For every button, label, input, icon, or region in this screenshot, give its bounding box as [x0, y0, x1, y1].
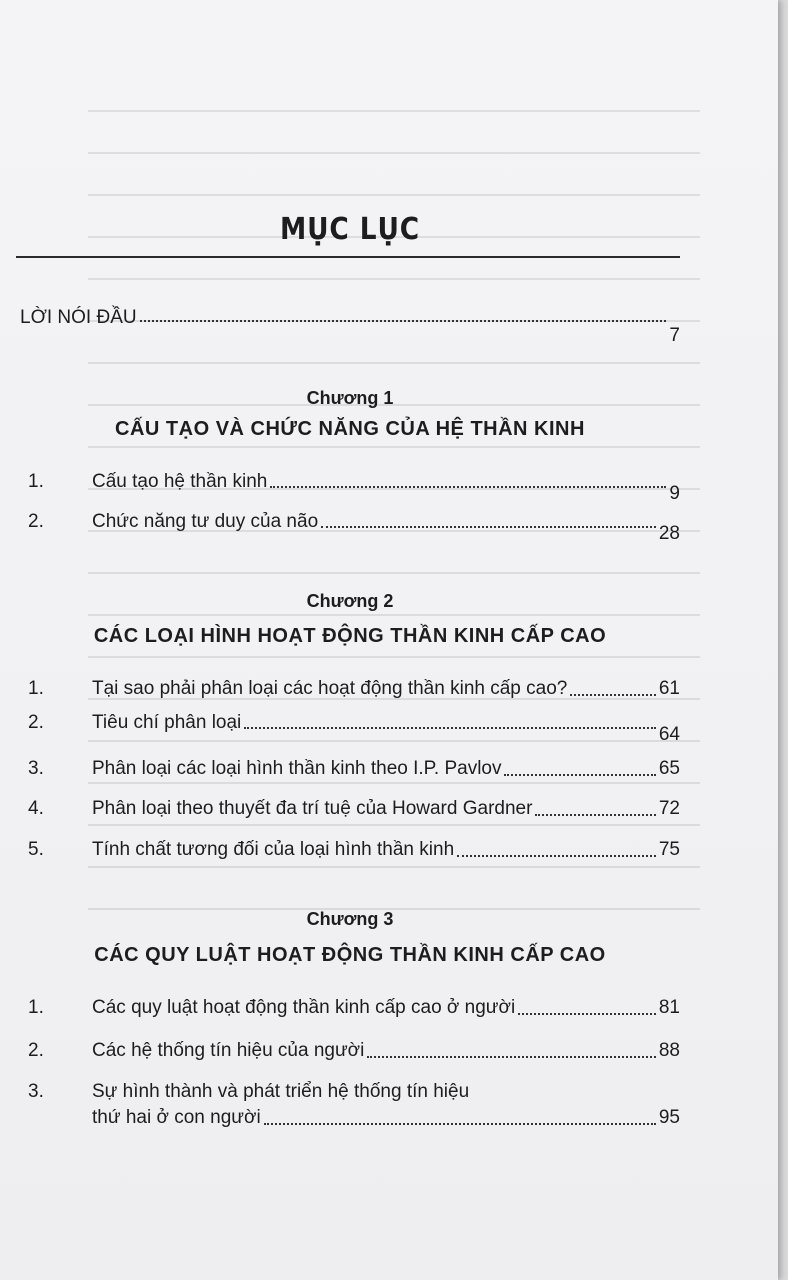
toc-page-number: 95 [658, 1107, 680, 1128]
leader-dots [270, 486, 666, 488]
toc-entry[interactable] [28, 510, 680, 546]
toc-entry-number: 2. [28, 511, 44, 532]
toc-entry-text: Chức năng tư duy của não [92, 511, 319, 532]
toc-entry-number: 1. [28, 678, 44, 699]
toc-entry-line1[interactable] [28, 1080, 680, 1104]
chapter-title: CÁC LOẠI HÌNH HOẠT ĐỘNG THẦN KINH CẤP CAO [93, 625, 607, 647]
chapter-label: Chương 3 [306, 909, 394, 929]
leader-dots [140, 320, 667, 322]
chapter-title: CÁC QUY LUẬT HOẠT ĐỘNG THẦN KINH CẤP CAO [94, 944, 606, 966]
toc-entry-text-continued: thứ hai ở con người [92, 1107, 261, 1128]
toc-entry[interactable] [28, 797, 680, 821]
toc-entry-number: 2. [28, 712, 44, 733]
toc-entry-number: 3. [28, 758, 44, 779]
toc-entry[interactable] [28, 470, 680, 506]
toc-page-number: 9 [669, 483, 680, 504]
toc-entry[interactable] [28, 677, 680, 701]
leader-dots [457, 855, 656, 857]
toc-entry-text: Sự hình thành và phát triển hệ thống tín hiệu [92, 1081, 470, 1102]
toc-page-number: 65 [658, 758, 680, 779]
toc-preface[interactable] [20, 306, 680, 348]
toc-page-number: 61 [658, 678, 680, 699]
toc-entry-number: 4. [28, 798, 44, 819]
chapter-label: Chương 1 [306, 388, 394, 408]
leader-dots [504, 774, 655, 776]
toc-entry[interactable] [28, 838, 680, 862]
toc-entry-text: Phân loại theo thuyết đa trí tuệ của Howard Gardner [92, 798, 533, 819]
leader-dots [570, 694, 656, 696]
toc-entry-text: Các hệ thống tín hiệu của người [92, 1040, 365, 1061]
toc-page-number: 81 [658, 997, 680, 1018]
toc-page-number: 88 [658, 1040, 680, 1061]
chapter-title: CẤU TẠO VÀ CHỨC NĂNG CỦA HỆ THẦN KINH [115, 418, 585, 440]
toc-page-number: 7 [669, 325, 680, 346]
chapter-label: Chương 2 [306, 591, 394, 611]
toc-entry[interactable] [28, 757, 680, 781]
toc-page-number: 64 [658, 724, 680, 745]
leader-dots [367, 1056, 656, 1058]
toc-entry[interactable] [28, 996, 680, 1020]
page-title: MỤC LỤC [279, 212, 421, 247]
leader-dots [535, 814, 655, 816]
leader-dots [518, 1013, 656, 1015]
toc-page-number: 75 [658, 839, 680, 860]
toc-entry-text: LỜI NÓI ĐẦU [20, 307, 137, 328]
toc-page-number: 72 [658, 798, 680, 819]
toc-entry[interactable] [28, 1039, 680, 1063]
toc-page-number: 28 [658, 523, 680, 544]
toc-entry-text: Tiêu chí phân loại [92, 712, 242, 733]
toc-entry[interactable] [28, 711, 680, 747]
toc-entry-text: Tính chất tương đối của loại hình thần kinh [92, 839, 455, 860]
toc-entry-number: 5. [28, 839, 44, 860]
toc-entry-text: Các quy luật hoạt động thần kinh cấp cao ở người [92, 997, 516, 1018]
toc-entry-number: 3. [28, 1081, 44, 1102]
toc-entry-number: 1. [28, 997, 44, 1018]
title-divider [16, 256, 680, 258]
toc-entry-line2[interactable] [92, 1106, 680, 1130]
leader-dots [244, 727, 656, 729]
leader-dots [321, 526, 656, 528]
toc-entry-text: Cấu tạo hệ thần kinh [92, 471, 268, 492]
toc-entry-number: 2. [28, 1040, 44, 1061]
toc-entry-number: 1. [28, 471, 44, 492]
toc-entry-text: Tại sao phải phân loại các hoạt động thần kinh cấp cao? [92, 678, 568, 699]
leader-dots [264, 1123, 656, 1125]
toc-entry-text: Phân loại các loại hình thần kinh theo I.P. Pavlov [92, 758, 502, 779]
